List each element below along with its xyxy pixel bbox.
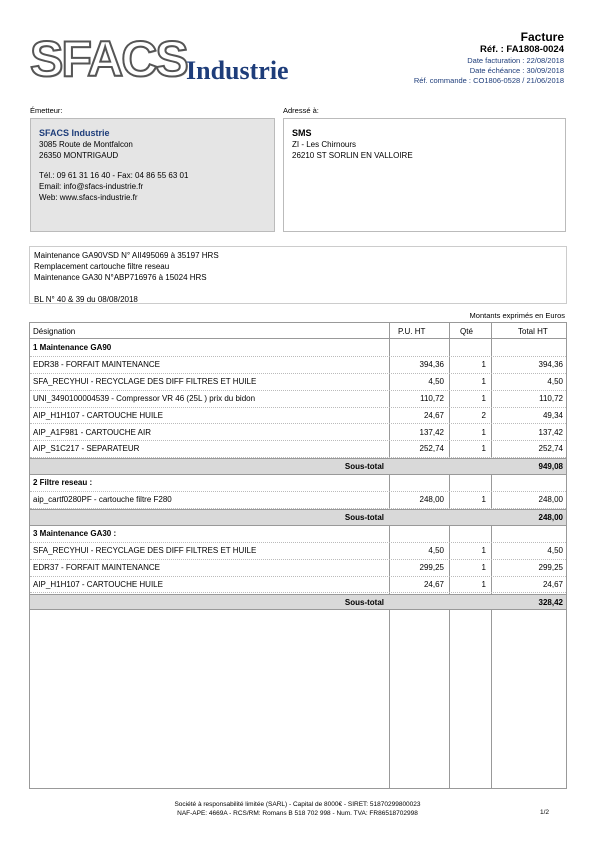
invoice-title: Facture — [520, 30, 564, 44]
item-total: 4,50 — [547, 376, 563, 386]
table-row — [30, 441, 566, 458]
item-total: 110,72 — [539, 393, 563, 403]
subtotal-label: Sous-total — [344, 597, 384, 607]
table-row — [30, 408, 566, 425]
sender-address-1: 3085 Route de Montfalcon — [39, 140, 133, 149]
recipient-address-1: ZI - Les Chirnours — [292, 140, 357, 149]
item-quantity: 1 — [481, 495, 486, 505]
recipient-name: SMS — [292, 128, 312, 138]
item-total: 137,42 — [538, 427, 563, 437]
item-quantity: 1 — [481, 376, 486, 386]
subtotal-label: Sous-total — [344, 513, 384, 522]
sender-web: Web: www.sfacs-industrie.fr — [39, 193, 138, 202]
item-unit-price: 110,72 — [420, 393, 444, 403]
item-designation: EDR37 - FORFAIT MAINTENANCE — [33, 562, 160, 572]
item-total: 394,36 — [538, 359, 563, 369]
item-unit-price: 24,67 — [423, 579, 444, 589]
section-heading-row — [30, 340, 566, 357]
item-designation: SFA_RECYHUI - RECYCLAGE DES DIFF FILTRES ET HUILE — [33, 376, 257, 386]
item-total: 4,50 — [547, 545, 563, 555]
header-designation: Désignation — [33, 327, 76, 336]
logo-brand: SFACS — [30, 31, 187, 87]
sender-email: Email: info@sfacs-industrie.fr — [39, 182, 144, 191]
item-unit-price: 4,50 — [428, 545, 444, 555]
item-total: 248,00 — [538, 495, 563, 505]
item-unit-price: 24,67 — [423, 410, 444, 420]
item-designation: UNI_3490100004539 - Compressor VR 46 (25L ) prix du bidon — [33, 393, 256, 403]
table-row — [30, 560, 566, 577]
currency-note: Montants exprimés en Euros — [469, 311, 565, 320]
recipient-address-2: 26210 ST SORLIN EN VALLOIRE — [292, 151, 413, 160]
item-total: 24,67 — [542, 579, 563, 589]
item-quantity: 1 — [481, 545, 486, 555]
item-unit-price: 299,25 — [419, 562, 444, 572]
item-unit-price: 394,36 — [419, 359, 444, 369]
recipient-box — [283, 118, 566, 232]
sender-address-2: 26350 MONTRIGAUD — [39, 151, 119, 160]
table-row — [30, 374, 566, 391]
item-unit-price: 4,50 — [428, 376, 444, 386]
item-quantity: 1 — [481, 393, 486, 403]
item-quantity: 1 — [481, 444, 486, 454]
invoice-order-ref: Réf. commande : CO1806-0528 / 21/06/2018 — [413, 76, 564, 85]
item-total: 252,74 — [538, 444, 563, 454]
item-total: 49,34 — [542, 410, 563, 420]
subtotal-value: 949,08 — [538, 462, 563, 472]
invoice-ref: Réf. : FA1808-0024 — [480, 44, 564, 55]
table-row — [30, 425, 566, 442]
footer-legal — [0, 800, 595, 818]
item-unit-price: 137,42 — [419, 427, 444, 437]
table-row — [30, 391, 566, 408]
invoice-table — [29, 322, 567, 789]
item-quantity: 1 — [481, 359, 486, 369]
sender-label: Émetteur: — [30, 106, 63, 115]
table-row — [30, 492, 566, 509]
item-unit-price: 248,00 — [419, 495, 444, 505]
description-line: Maintenance GA30 N°ABP716976 à 15024 HRS — [34, 273, 207, 282]
item-designation: SFA_RECYHUI - RECYCLAGE DES DIFF FILTRES ET HUILE — [33, 545, 257, 555]
subtotal-value: 248,00 — [538, 513, 563, 522]
invoice-header — [414, 30, 564, 86]
description-line: Remplacement cartouche filtre reseau — [34, 262, 170, 271]
description-line: Maintenance GA90VSD N° AII495069 à 35197 HRS — [34, 251, 219, 260]
subtotal-row — [30, 509, 566, 526]
description-line: BL N° 40 & 39 du 08/08/2018 — [34, 295, 138, 304]
sender-box — [30, 118, 275, 232]
item-quantity: 2 — [481, 410, 486, 420]
section-title: 1 Maintenance GA90 — [33, 343, 112, 352]
sender-phone: Tél.: 09 61 31 16 40 - Fax: 04 86 55 63 01 — [39, 171, 189, 180]
item-designation: EDR38 - FORFAIT MAINTENANCE — [33, 359, 160, 369]
subtotal-value: 328,42 — [538, 597, 563, 607]
section-heading-row — [30, 475, 566, 492]
item-quantity: 1 — [481, 579, 486, 589]
header-unit-price: P.U. HT — [398, 327, 426, 336]
item-quantity: 1 — [481, 562, 486, 572]
invoice-due-date: Date échéance : 30/09/2018 — [469, 66, 564, 75]
item-designation: AIP_S1C217 - SEPARATEUR — [33, 444, 140, 454]
header-total: Total HT — [518, 327, 548, 336]
subtotal-label: Sous-total — [344, 462, 384, 472]
item-quantity: 1 — [481, 427, 486, 437]
item-designation: AIP_H1H107 - CARTOUCHE HUILE — [33, 410, 163, 420]
item-designation: aip_cartf0280PF - cartouche filtre F280 — [33, 495, 172, 505]
sender-name: SFACS Industrie — [39, 128, 110, 138]
logo-word: Industrie — [186, 56, 289, 85]
subtotal-row — [30, 458, 566, 475]
page-number: 1/2 — [539, 809, 549, 816]
invoice-description — [29, 246, 567, 304]
item-designation: AIP_A1F981 - CARTOUCHE AIR — [33, 427, 151, 437]
item-unit-price: 252,74 — [419, 444, 444, 454]
item-total: 299,25 — [538, 562, 563, 572]
footer-line-1: Société à responsabilité limitée (SARL) - Capital de 8000€ - SIRET: 51870299800023 — [174, 801, 421, 808]
invoice-date: Date facturation : 22/08/2018 — [467, 56, 564, 65]
section-heading-row — [30, 526, 566, 543]
table-row — [30, 543, 566, 560]
footer-line-2: NAF-APE: 4669A - RCS/RM: Romans B 518 702 998 - Num. TVA: FR86518702998 — [177, 810, 418, 817]
table-row — [30, 577, 566, 594]
table-row — [30, 357, 566, 374]
recipient-label: Adressé à: — [283, 106, 319, 115]
table-header — [30, 323, 566, 339]
section-title: 3 Maintenance GA30 : — [33, 528, 117, 538]
header-quantity: Qté — [460, 327, 473, 336]
section-title: 2 Filtre reseau : — [33, 478, 93, 488]
company-logo — [30, 31, 320, 90]
item-designation: AIP_H1H107 - CARTOUCHE HUILE — [33, 579, 163, 589]
subtotal-row — [30, 594, 566, 611]
